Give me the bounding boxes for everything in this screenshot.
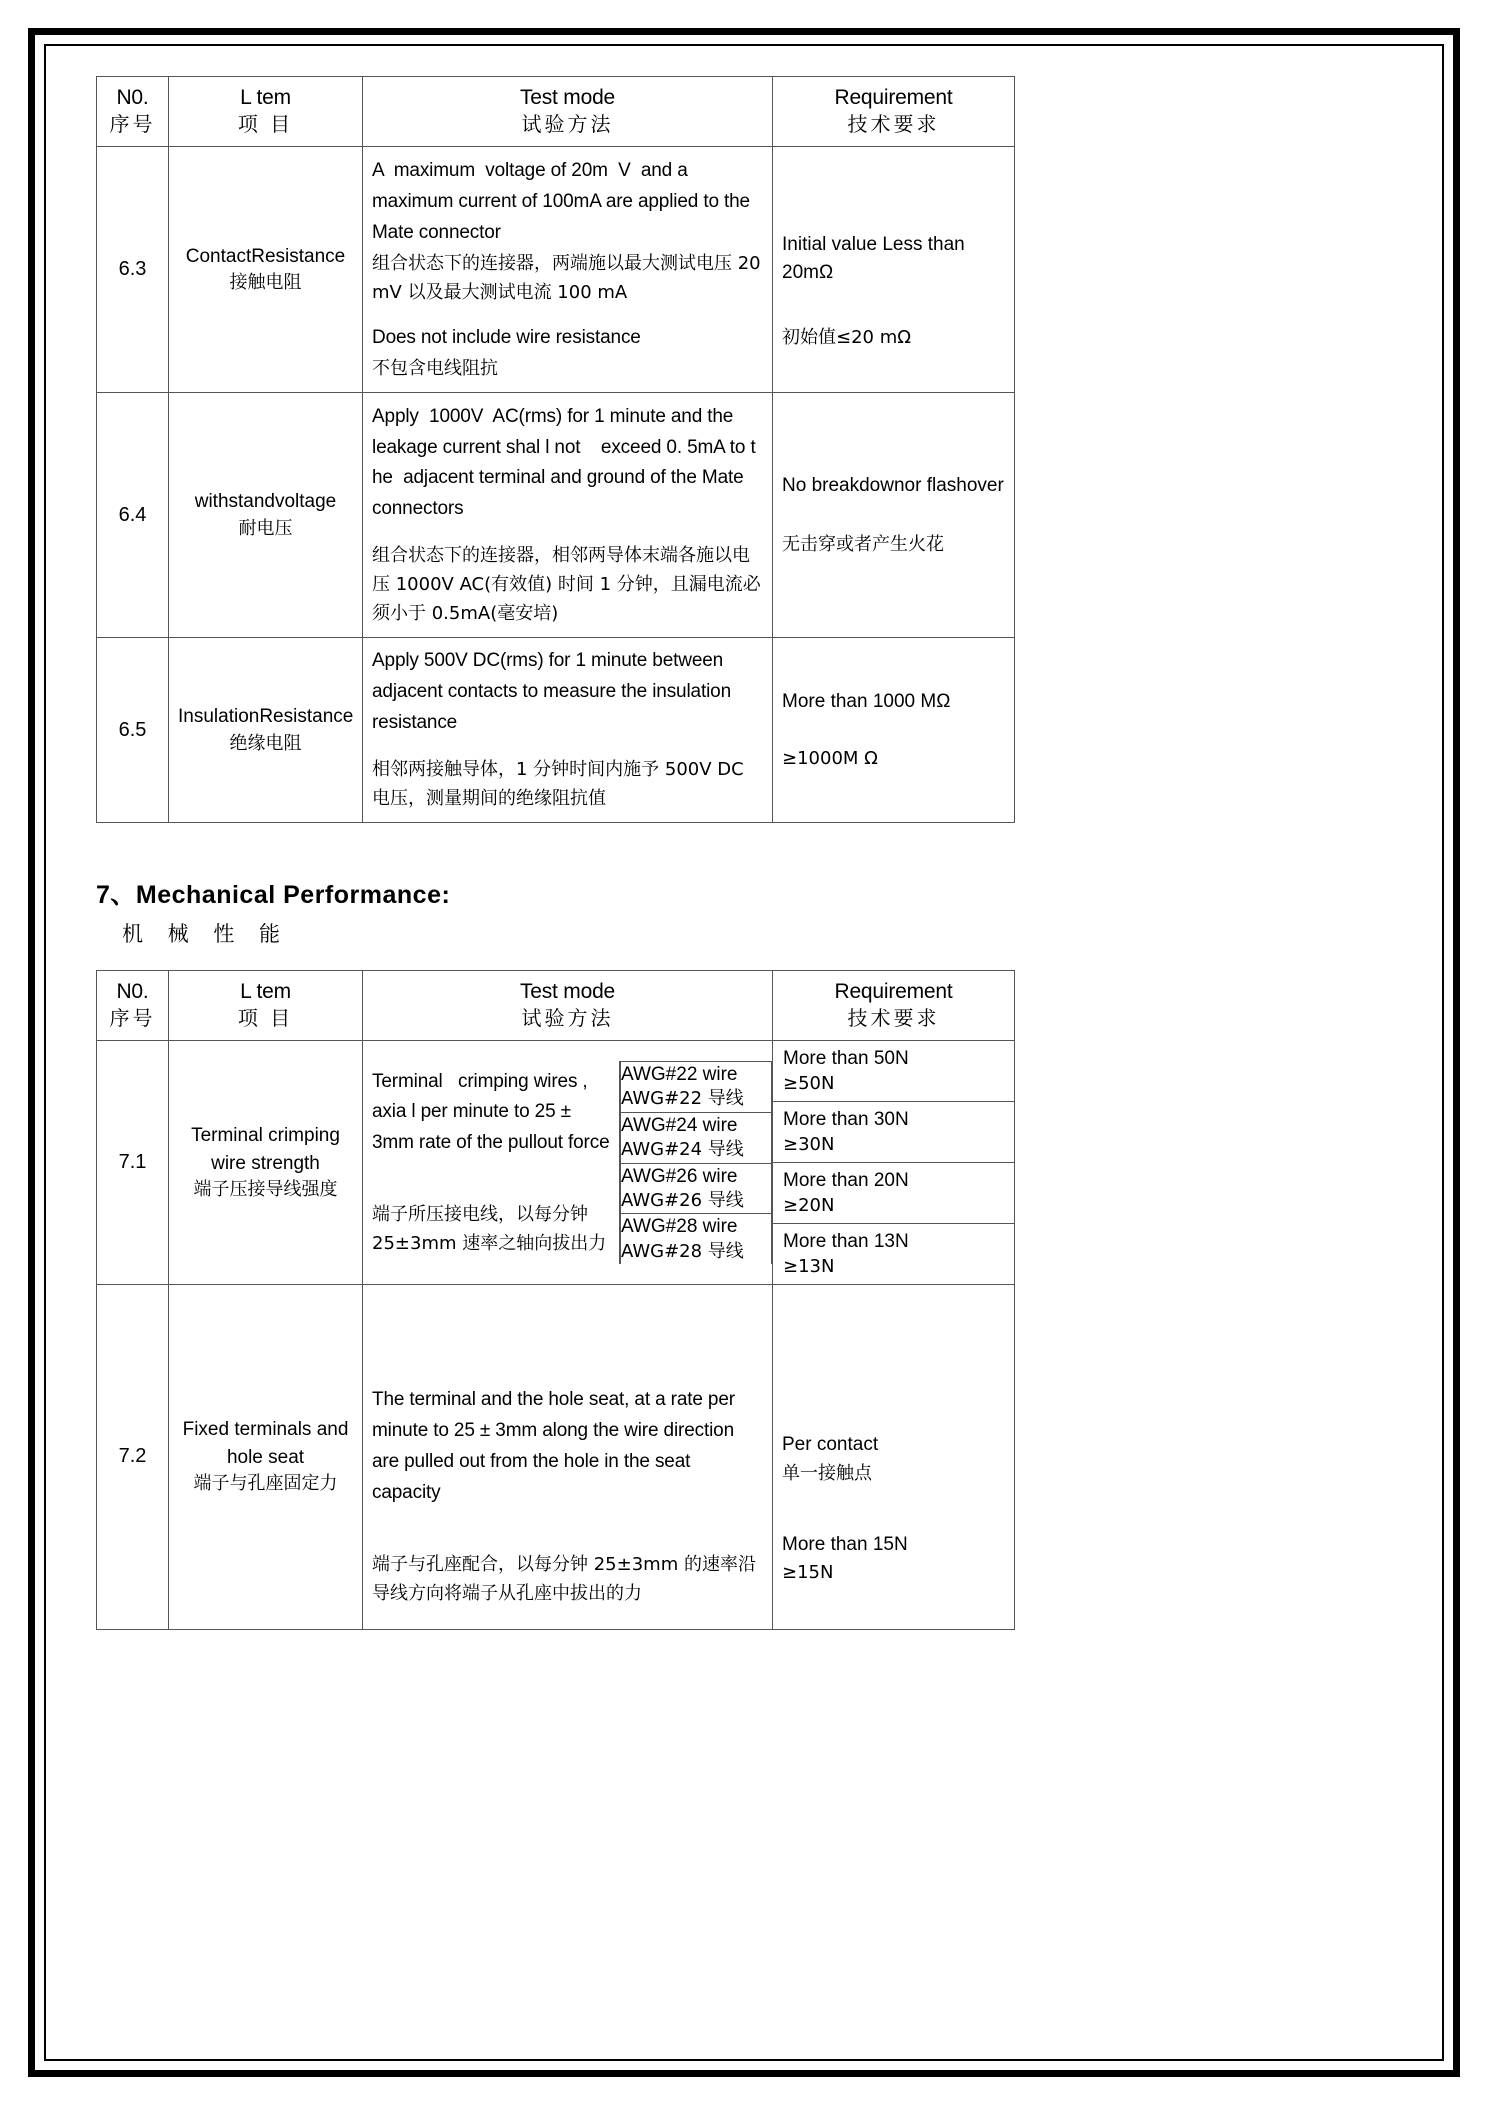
req-text-en: More than 50N <box>783 1048 909 1070</box>
awg-wire-en: AWG#24 wire <box>621 1114 738 1136</box>
req-text-cn: ≥1000M Ω <box>782 747 878 769</box>
section-7-title-en: 7、Mechanical Performance: <box>96 880 451 909</box>
item-label-cn: 接触电阻 <box>229 272 302 294</box>
row-no: 6.3 <box>118 258 147 281</box>
req-text-cn: 初始值≤20 mΩ <box>782 326 911 348</box>
header-no <box>97 970 169 1040</box>
awg-wire-en: AWG#28 wire <box>621 1216 738 1238</box>
row-no-cell <box>97 1284 169 1629</box>
row-no: 7.2 <box>118 1445 147 1468</box>
row-item-cell <box>169 147 363 393</box>
req-text-en: No breakdownor flashover <box>782 475 1004 497</box>
test-text-cn: 相邻两接触导体，1 分钟时间内施予 500V DC 电压，测量期间的绝缘阻抗值 <box>372 758 750 809</box>
mechanical-performance-table <box>96 970 1015 1630</box>
req-text-cn: ≥50N <box>783 1072 835 1094</box>
header-req-en: Requirement <box>834 86 953 109</box>
req-text-cn: 单一接触点 <box>782 1462 872 1484</box>
item-label-cn: 耐电压 <box>238 517 293 539</box>
req-group <box>773 1041 1014 1102</box>
awg-cell <box>621 1214 772 1264</box>
item-label-en: Fixed terminals and hole seat <box>182 1419 354 1468</box>
awg-cell <box>621 1163 772 1214</box>
test-text-cn: 端子与孔座配合，以每分钟 25±3mm 的速率沿导线方向将端子从孔座中拔出的力 <box>372 1554 756 1605</box>
header-item-en: L tem <box>240 979 291 1003</box>
awg-wire-list <box>620 1061 772 1265</box>
row-no-cell <box>97 1041 169 1285</box>
header-no-cn: 序号 <box>109 1006 156 1031</box>
test-text-cn: 组合状态下的连接器，两端施以最大测试电压 20 mV 以及最大测试电流 100 mA <box>372 252 767 303</box>
row-test-cell <box>363 392 773 638</box>
row-no-cell <box>97 147 169 393</box>
header-no-en: N0. <box>116 86 149 109</box>
test-text-cn: 端子所压接电线，以每分钟 25±3mm 速率之轴向拔出力 <box>372 1204 607 1255</box>
req-text-en: Per contact <box>782 1434 879 1456</box>
test-text-en: A maximum voltage of 20m V and a maximum current of 100mA are applied to the Mate connector <box>372 160 756 243</box>
header-test-cn: 试验方法 <box>521 1006 614 1031</box>
awg-row <box>621 1163 772 1214</box>
table-row <box>97 1284 1015 1629</box>
item-label-en: withstandvoltage <box>194 491 337 513</box>
test-text-en: Terminal crimping wires , axia l per minute to 25 ± 3mm rate of the pullout force <box>372 1070 610 1154</box>
table-header-row <box>97 970 1015 1040</box>
req-group <box>773 1163 1014 1224</box>
row-test-cell <box>363 1041 773 1285</box>
test-text-en-2: Does not include wire resistance <box>372 326 641 348</box>
item-label-en: InsulationResistance <box>178 706 354 728</box>
header-test-en: Test mode <box>519 86 616 109</box>
row-no: 6.5 <box>118 718 147 741</box>
row-item-cell <box>169 1284 363 1629</box>
awg-wire-cn: AWG#24 导线 <box>621 1139 744 1161</box>
table-header-row <box>97 77 1015 147</box>
header-req-cn: 技术要求 <box>847 112 940 137</box>
header-test-cn: 试验方法 <box>521 112 614 137</box>
req-text-en: More than 13N <box>783 1230 909 1252</box>
header-test-mode <box>363 77 773 147</box>
req-group <box>773 1102 1014 1163</box>
header-item <box>169 970 363 1040</box>
row-item-cell <box>169 392 363 638</box>
header-req-en: Requirement <box>834 979 953 1003</box>
req-text-cn: 无击穿或者产生火花 <box>782 533 944 555</box>
row-req-cell <box>773 1041 1015 1285</box>
test-text-cn: 组合状态下的连接器，相邻两导体末端各施以电压 1000V AC(有效值) 时间 1 分钟，且漏电流必须小于 0.5mA(毫安培) <box>372 544 761 625</box>
header-requirement <box>773 970 1015 1040</box>
req-text-en: More than 20N <box>783 1170 909 1192</box>
section-7-heading <box>96 875 1348 948</box>
awg-wire-en: AWG#26 wire <box>621 1165 738 1187</box>
table-row <box>97 147 1015 393</box>
electrical-performance-table <box>96 76 1015 823</box>
row-req-cell <box>773 147 1015 393</box>
test-mode-text-block <box>363 1061 620 1265</box>
row-no-cell <box>97 392 169 638</box>
req-text-cn: ≥30N <box>783 1133 835 1155</box>
req-text-cn: ≥20N <box>783 1194 835 1216</box>
test-text-en: Apply 1000V AC(rms) for 1 minute and the leakage current shal l not exceed 0. 5mA to t he adjacent terminal and ground of the Mate connectors <box>372 405 766 520</box>
row-item-cell <box>169 638 363 823</box>
req-text-cn-2: ≥15N <box>782 1562 834 1584</box>
header-test-mode <box>363 970 773 1040</box>
awg-wire-en: AWG#22 wire <box>621 1063 738 1085</box>
awg-cell <box>621 1061 772 1112</box>
header-no <box>97 77 169 147</box>
header-item-cn: 项 目 <box>237 112 294 137</box>
item-label-cn: 端子与孔座固定力 <box>193 1473 338 1495</box>
req-text-cn: ≥13N <box>783 1255 835 1277</box>
header-item <box>169 77 363 147</box>
req-text-en: More than 1000 MΩ <box>782 691 951 713</box>
test-text-en: The terminal and the hole seat, at a rate per minute to 25 ± 3mm along the wire direction are pulled out from the hole in the seat capacity <box>372 1389 741 1503</box>
item-label-cn: 端子压接导线强度 <box>193 1179 338 1201</box>
req-text-en: More than 30N <box>783 1109 909 1131</box>
header-item-cn: 项 目 <box>237 1006 294 1031</box>
awg-wire-cn: AWG#22 导线 <box>621 1088 744 1110</box>
header-requirement <box>773 77 1015 147</box>
row-test-cell <box>363 1284 773 1629</box>
row-no: 7.1 <box>118 1151 147 1174</box>
item-label-cn: 绝缘电阻 <box>229 732 302 754</box>
row-no: 6.4 <box>118 503 147 526</box>
header-test-en: Test mode <box>519 979 616 1003</box>
awg-row <box>621 1112 772 1163</box>
row-no-cell <box>97 638 169 823</box>
awg-cell <box>621 1112 772 1163</box>
item-label-en: ContactResistance <box>185 245 346 267</box>
section-7-title-cn: 机 械 性 能 <box>122 921 290 946</box>
page-content <box>96 76 1348 1630</box>
awg-wire-cn: AWG#26 导线 <box>621 1190 744 1212</box>
req-group <box>773 1224 1014 1284</box>
row-item-cell <box>169 1041 363 1285</box>
item-label-en: Terminal crimping wire strength <box>191 1124 346 1174</box>
table-row <box>97 392 1015 638</box>
req-text-en-2: More than 15N <box>782 1533 908 1555</box>
row-req-cell <box>773 1284 1015 1629</box>
test-text-cn-2: 不包含电线阻抗 <box>372 357 498 379</box>
row-test-cell <box>363 147 773 393</box>
row-req-cell <box>773 638 1015 823</box>
row-test-cell <box>363 638 773 823</box>
table-row <box>97 638 1015 823</box>
awg-wire-cn: AWG#28 导线 <box>621 1241 744 1263</box>
header-no-cn: 序号 <box>109 112 156 137</box>
header-req-cn: 技术要求 <box>847 1006 940 1031</box>
row-req-cell <box>773 392 1015 638</box>
header-no-en: N0. <box>116 979 149 1003</box>
table-row <box>97 1041 1015 1285</box>
test-text-en: Apply 500V DC(rms) for 1 minute between adjacent contacts to measure the insulation resistance <box>372 650 737 733</box>
awg-row <box>621 1214 772 1264</box>
req-text-en: Initial value Less than 20mΩ <box>782 233 971 284</box>
header-item-en: L tem <box>240 86 291 109</box>
awg-row <box>621 1061 772 1112</box>
